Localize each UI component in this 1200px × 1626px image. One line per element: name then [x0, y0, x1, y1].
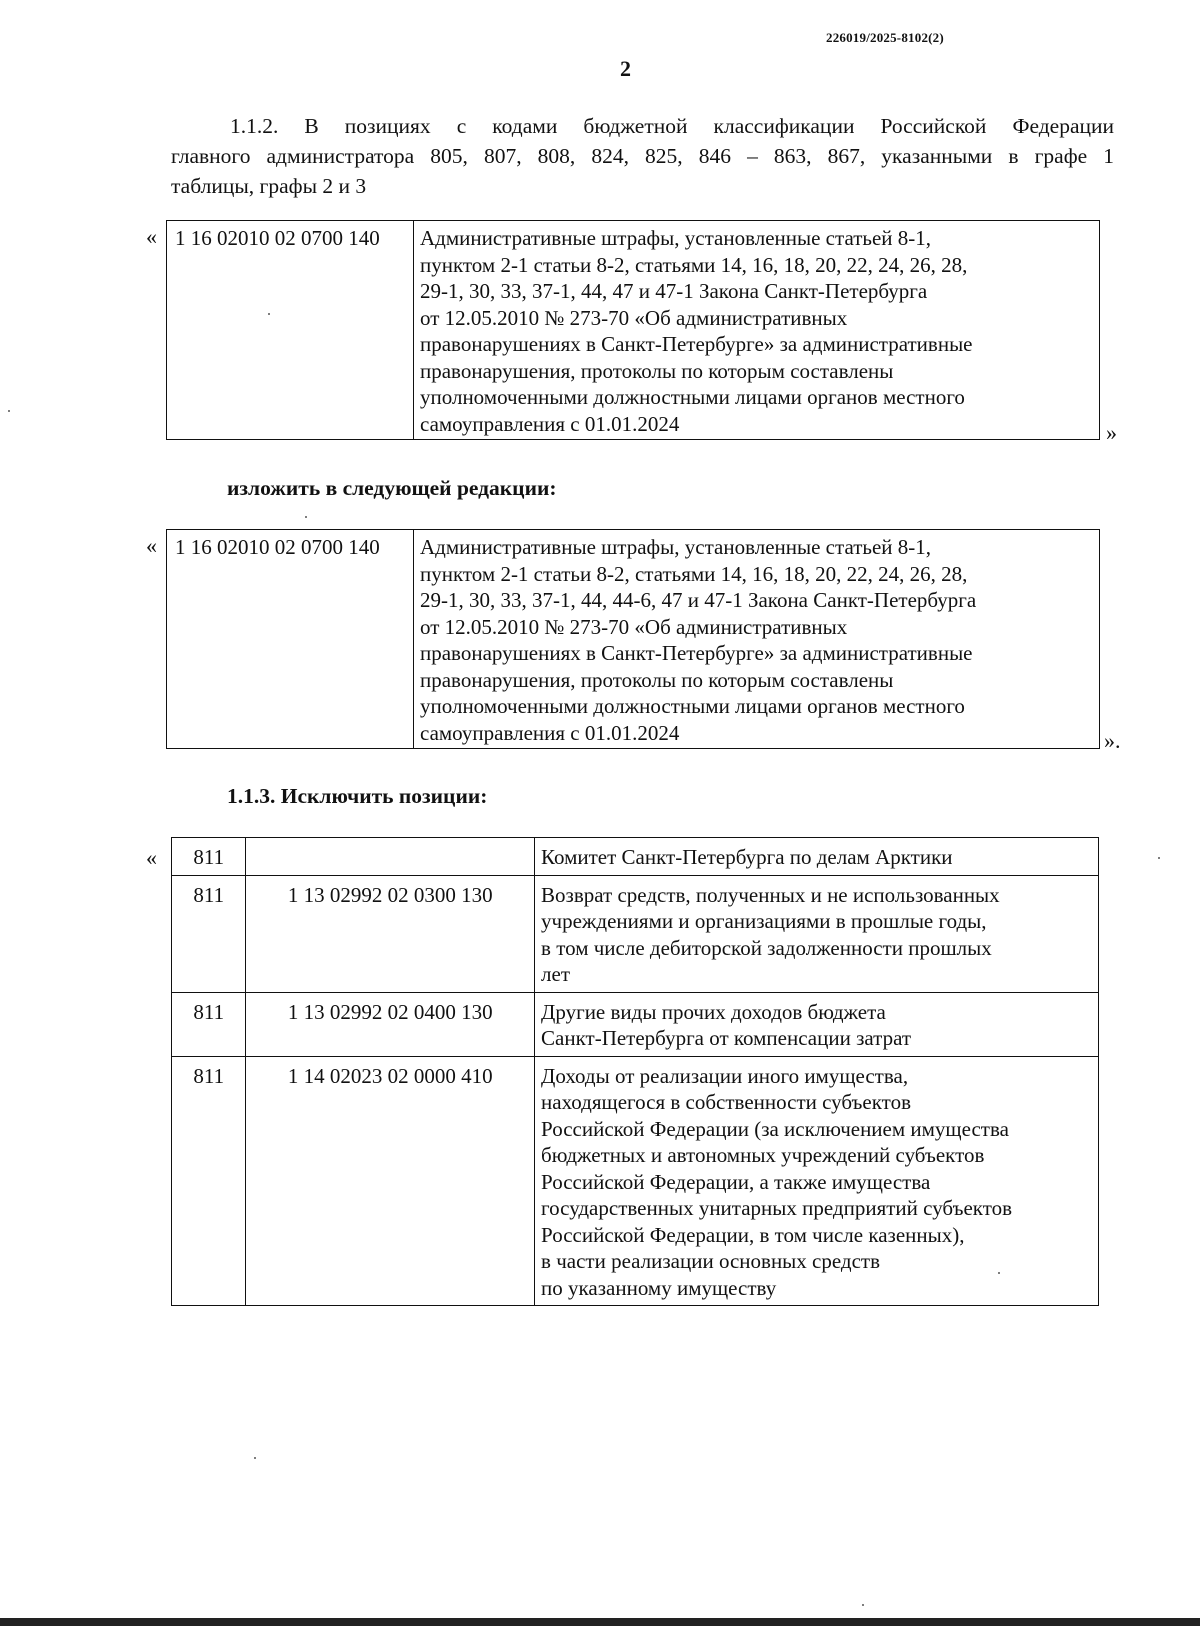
description-line: правонарушения, протоколы по которым составлены — [420, 667, 894, 692]
name-cell — [535, 875, 1099, 992]
admin-code-cell: 811 — [172, 992, 246, 1056]
table-new-wording — [166, 529, 1100, 749]
description-cell — [414, 221, 1100, 440]
name-cell — [535, 838, 1099, 876]
description-line: уполномоченными должностными лицами органов местного — [420, 694, 965, 718]
admin-code-cell: 811 — [172, 1056, 246, 1306]
description-line: 29-1, 30, 33, 37-1, 44, 44-6, 47 и 47-1 Закона Санкт-Петербурга — [420, 588, 977, 612]
table-row — [172, 838, 1099, 876]
paragraph-line: главного администратора 805, 807, 808, 824, 825, 846 – 863, 867, указанными в графе 1 — [171, 144, 1114, 168]
scan-edge-bar — [0, 1618, 1200, 1626]
description-line: самоуправления с 01.01.2024 — [420, 720, 680, 745]
description-line: Административные штрафы, установленные статьей 8-1, — [420, 226, 932, 250]
kbk-code-cell: 1 16 02010 02 0700 140 — [167, 221, 414, 440]
name-line: находящегося в собственности субъектов — [541, 1090, 911, 1114]
kbk-code-cell: 1 16 02010 02 0700 140 — [167, 530, 414, 749]
description-line: 29-1, 30, 33, 37-1, 44, 47 и 47-1 Закона Санкт-Петербурга — [420, 279, 928, 303]
name-line: учреждениями и организациями в прошлые годы, — [541, 909, 987, 933]
name-line: Санкт-Петербурга от компенсации затрат — [541, 1026, 912, 1050]
table-row — [172, 992, 1099, 1056]
document-registration-number: 226019/2025-8102(2) — [826, 30, 944, 45]
scan-speck — [268, 313, 270, 315]
close-quote-mark: » — [1106, 420, 1117, 445]
table-excluded-positions — [171, 837, 1099, 1306]
description-line: уполномоченными должностными лицами органов местного — [420, 385, 965, 409]
page-number: 2 — [620, 56, 631, 81]
description-line: от 12.05.2010 № 273-70 «Об административных — [420, 305, 848, 330]
scan-speck — [305, 516, 307, 518]
name-line: бюджетных и автономных учреждений субъектов — [541, 1143, 985, 1167]
kbk-code-cell: 1 13 02992 02 0300 130 — [246, 875, 535, 992]
description-cell — [414, 530, 1100, 749]
open-quote-mark: « — [146, 845, 157, 870]
name-line: Российской Федерации, а также имущества — [541, 1169, 931, 1194]
description-line: самоуправления с 01.01.2024 — [420, 411, 680, 436]
scan-speck — [862, 1604, 864, 1606]
scan-speck — [1158, 857, 1160, 859]
name-line: Российской Федерации, в том числе казенных), — [541, 1222, 965, 1247]
description-line: Административные штрафы, установленные статьей 8-1, — [420, 535, 932, 559]
close-quote-mark: ». — [1104, 728, 1121, 753]
table-row — [172, 1056, 1099, 1306]
name-line: в части реализации основных средств — [541, 1249, 881, 1273]
description-line: пунктом 2-1 статьи 8-2, статьями 14, 16, 18, 20, 22, 24, 26, 28, — [420, 561, 968, 586]
description-line: правонарушения, протоколы по которым составлены — [420, 358, 894, 383]
name-line: государственных унитарных предприятий субъектов — [541, 1196, 1013, 1220]
scan-speck — [254, 1457, 256, 1459]
description-line: от 12.05.2010 № 273-70 «Об административных — [420, 614, 848, 639]
name-cell — [535, 992, 1099, 1056]
table-old-wording — [166, 220, 1100, 440]
description-line: пунктом 2-1 статьи 8-2, статьями 14, 16, 18, 20, 22, 24, 26, 28, — [420, 252, 968, 277]
admin-code-cell: 811 — [172, 838, 246, 876]
instruction-text: изложить в следующей редакции: — [227, 476, 557, 500]
paragraph-1-1-2 — [171, 111, 1114, 201]
paragraph-line: таблицы, графы 2 и 3 — [171, 174, 367, 198]
admin-code-cell: 811 — [172, 875, 246, 992]
name-line: по указанному имуществу — [541, 1275, 777, 1300]
name-line: в том числе дебиторской задолженности прошлых — [541, 935, 992, 960]
name-cell — [535, 1056, 1099, 1306]
table-row — [172, 875, 1099, 992]
name-line: Другие виды прочих доходов бюджета — [541, 999, 886, 1024]
description-line: правонарушениях в Санкт-Петербурге» за административные — [420, 332, 973, 356]
kbk-code-cell — [246, 838, 535, 876]
table-row — [167, 221, 1100, 440]
name-line: Российской Федерации (за исключением имущества — [541, 1116, 1009, 1141]
description-line: правонарушениях в Санкт-Петербурге» за административные — [420, 641, 973, 665]
table-row — [167, 530, 1100, 749]
scan-speck — [8, 410, 10, 412]
kbk-code-cell: 1 13 02992 02 0400 130 — [246, 992, 535, 1056]
kbk-code-cell: 1 14 02023 02 0000 410 — [246, 1056, 535, 1306]
paragraph-line: 1.1.2. В позициях с кодами бюджетной классификации Российской Федерации — [230, 114, 1114, 138]
name-line: Доходы от реализации иного имущества, — [541, 1063, 909, 1088]
section-1-1-3-heading: 1.1.3. Исключить позиции: — [227, 784, 488, 808]
name-line: Возврат средств, полученных и не использованных — [541, 882, 1000, 907]
name-line: лет — [541, 962, 571, 986]
scan-speck — [998, 1272, 1000, 1274]
open-quote-mark: « — [146, 224, 157, 249]
open-quote-mark: « — [146, 533, 157, 558]
name-line: Комитет Санкт-Петербурга по делам Арктики — [541, 845, 953, 869]
